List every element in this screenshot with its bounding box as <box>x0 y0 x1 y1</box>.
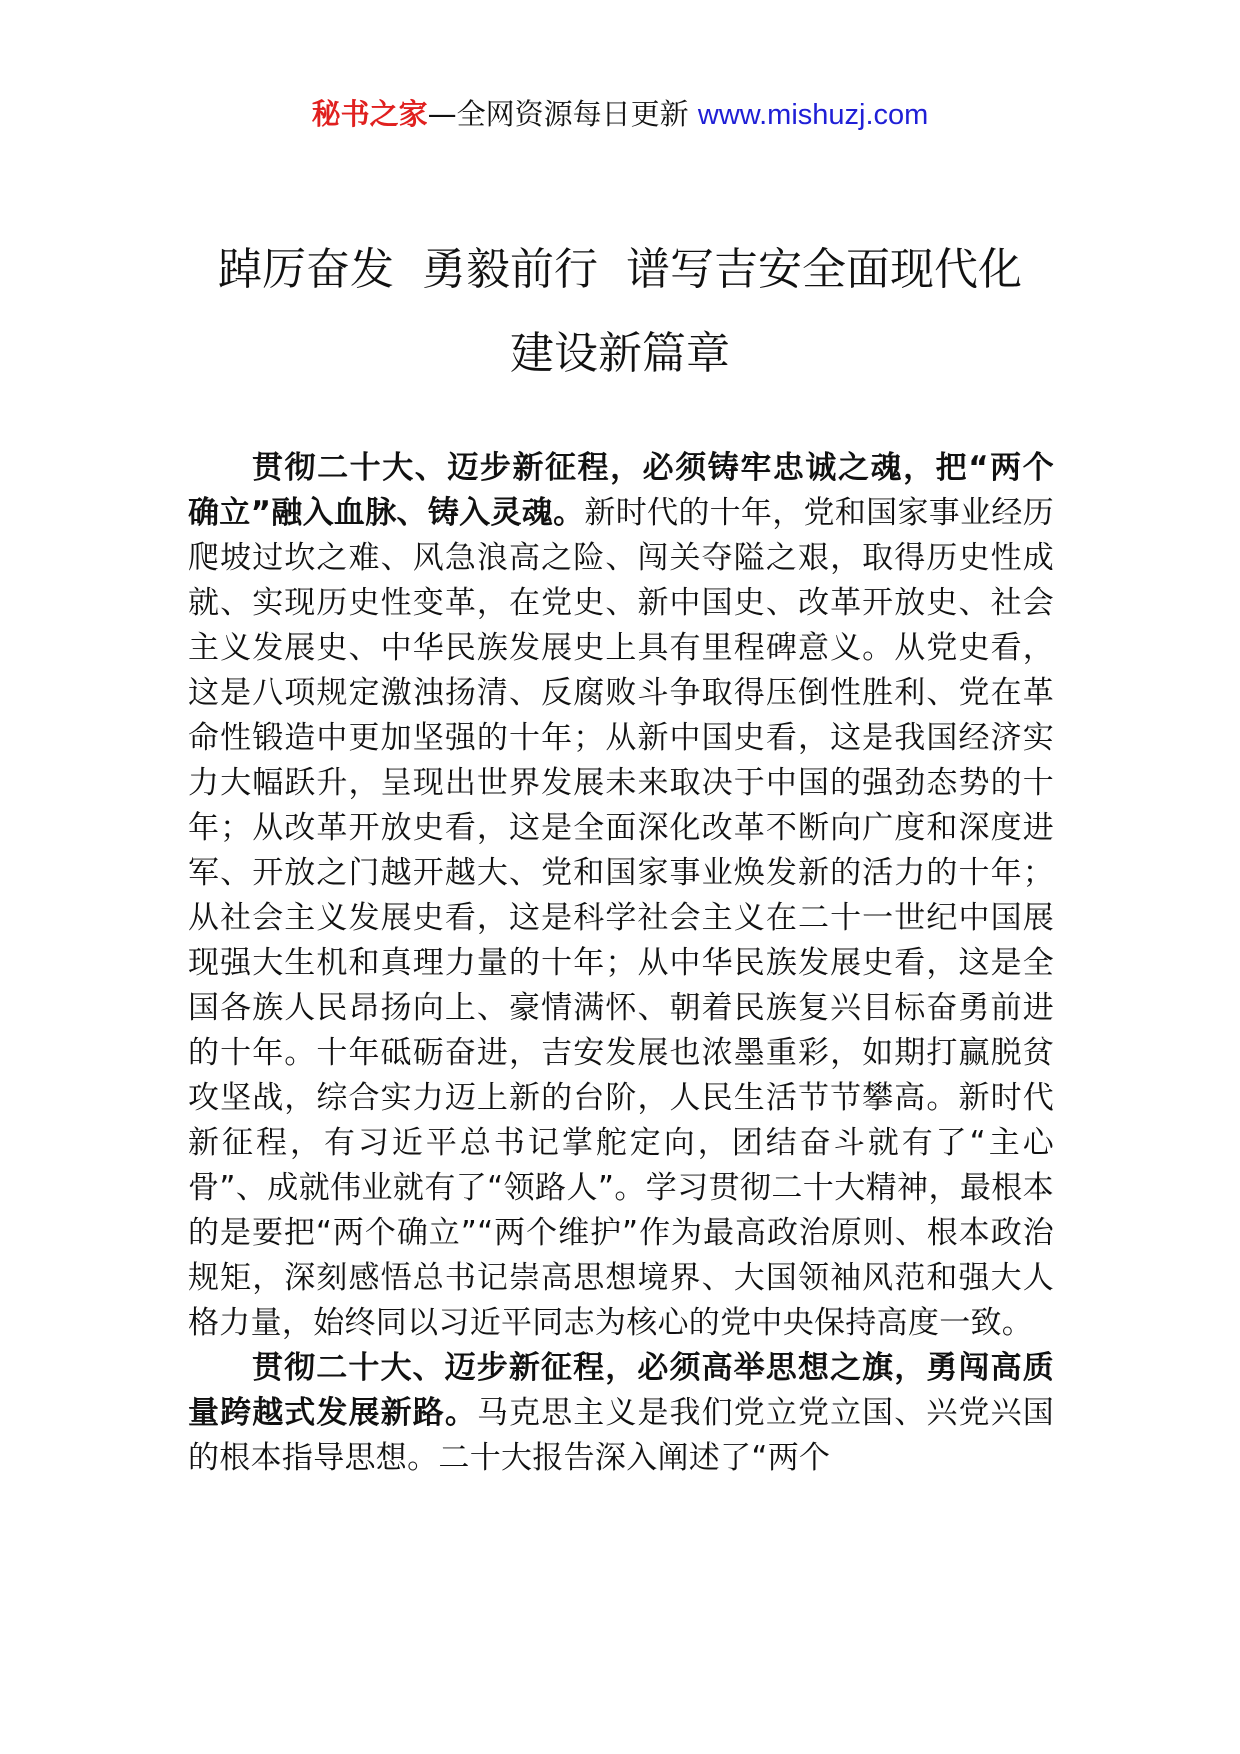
paragraph-2 <box>188 1346 1054 1481</box>
paragraph-2-lead: 贯彻二十大、迈步新征程，必须高举思想之旗，勇闯高质量跨越式发展新路。 <box>188 1350 1054 1431</box>
site-url-link[interactable]: www.mishuzj.com <box>697 99 929 131</box>
document-title <box>120 228 1120 396</box>
site-tagline: —全网资源每日更新 <box>427 97 698 131</box>
brand-name: 秘书之家 <box>311 97 428 131</box>
paragraph-1 <box>188 446 1054 1346</box>
paragraph-1-text: 新时代的十年，党和国家事业经历爬坡过坎之难、风急浪高之险、闯关夺隘之艰，取得历史性成就、实现历史性变革，在党史、新中国史、改革开放史、社会主义发展史、中华民族发展史上具有里程碑意义。从党史看，这是八项规定激浊扬清、反腐败斗争取得压倒性胜利、党在革命性锻造中更加坚强的十年；从新中国史看，这是我国经济实力大幅跃升，呈现出世界发展未来取决于中国的强劲态势的十年；从改革开放史看，这是全面深化改革不断向广度和深度进军、开放之门越开越大、党和国家事业焕发新的活力的十年；从社会主义发展史看，这是科学社会主义在二十一世纪中国展现强大生机和真理力量的十年；从中华民族发展史看，这是全国各族人民昂扬向上、豪情满怀、朝着民族复兴目标奋勇前进的十年。十年砥砺奋进，吉安发展也浓墨重彩，如期打赢脱贫攻坚战，综合实力迈上新的台阶，人民生活节节攀高。新时代新征程，有习近平总书记掌舵定向，团结奋斗就有了“主心骨”、成就伟业就有了“领路人”。学习贯彻二十大精神，最根本的是要把“两个确立”“两个维护”作为最高政治原则、根本政治规矩，深刻感悟总书记崇高思想境界、大国领袖风范和强大人格力量，始终同以习近平同志为核心的党中央保持高度一致。 <box>188 495 1055 1341</box>
site-header <box>0 96 1240 133</box>
paragraph-2-text: 马克思主义是我们党立党立国、兴党兴国的根本指导思想。二十大报告深入阐述了“两个 <box>188 1395 1054 1476</box>
title-line-2: 建设新篇章 <box>510 328 730 379</box>
document-body <box>188 446 1054 1481</box>
paragraph-1-lead: 贯彻二十大、迈步新征程，必须铸牢忠诚之魂，把“两个确立”融入血脉、铸入灵魂。 <box>188 450 1054 531</box>
title-line-1: 踔厉奋发 勇毅前行 谱写吉安全面现代化 <box>218 244 1022 295</box>
